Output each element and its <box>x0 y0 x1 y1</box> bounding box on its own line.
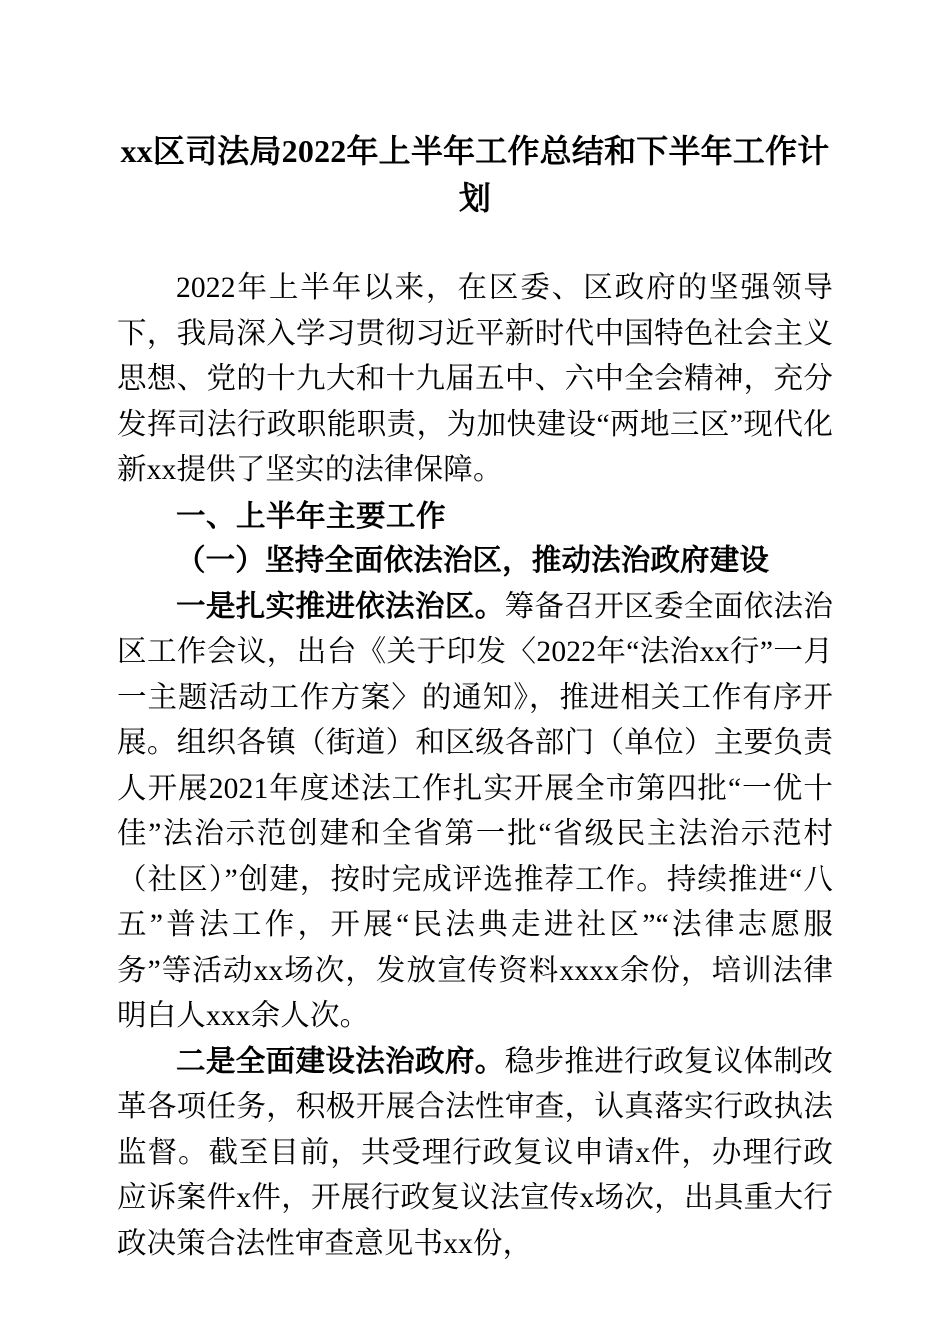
heading-section-one: （一）坚持全面依法治区，推动法治政府建设 <box>176 545 770 577</box>
paragraph-item-two-text: 稳步推进行政复议体制改革各项任务，积极开展合法性审查，认真落实行政执法监督。截至目前，共受理行政复议申请x件，办理行政应诉案件x件，开展行政复议法宣传x场次，出具重大行政决策合法性审查意见书xx份， <box>117 1045 833 1260</box>
paragraph-item-one-lead: 一是扎实推进依法治区。 <box>176 590 505 623</box>
paragraph-item-two-lead: 二是全面建设法治政府。 <box>176 1045 505 1078</box>
paragraph-item-one-text: 筹备召开区委全面依法治区工作会议，出台《关于印发〈2022年“法治xx行”一月一主题活动工作方案〉的通知》，推进相关工作有序开展。组织各镇（街道）和区级各部门（单位）主要负责人开展2021年度述法工作扎实开展全市第四批“一优十佳”法治示范创建和全省第一批“省级民主法治示范村（社区）”创建，按时完成评选推荐工作。持续推进“八五”普法工作，开展“民法典走进社区”“法律志愿服务”等活动xx场次，发放宣传资料xxxx余份，培训法律明白人xxx余人次。 <box>117 590 833 1032</box>
heading-first-half-main-work: 一、上半年主要工作 <box>176 499 447 533</box>
paragraph-item-one <box>117 585 833 1040</box>
document-body <box>117 266 833 1267</box>
paragraph-item-two <box>117 1040 833 1268</box>
intro-paragraph: 2022年上半年以来，在区委、区政府的坚强领导下，我局深入学习贯彻习近平新时代中国特色社会主义思想、党的十九大和十九届五中、六中全会精神，充分发挥司法行政职能职责，为加快建设“两地三区”现代化新xx提供了坚实的法律保障。 <box>117 272 833 486</box>
page-title: xx区司法局2022年上半年工作总结和下半年工作计划 <box>120 133 830 216</box>
document-content <box>117 0 833 1267</box>
